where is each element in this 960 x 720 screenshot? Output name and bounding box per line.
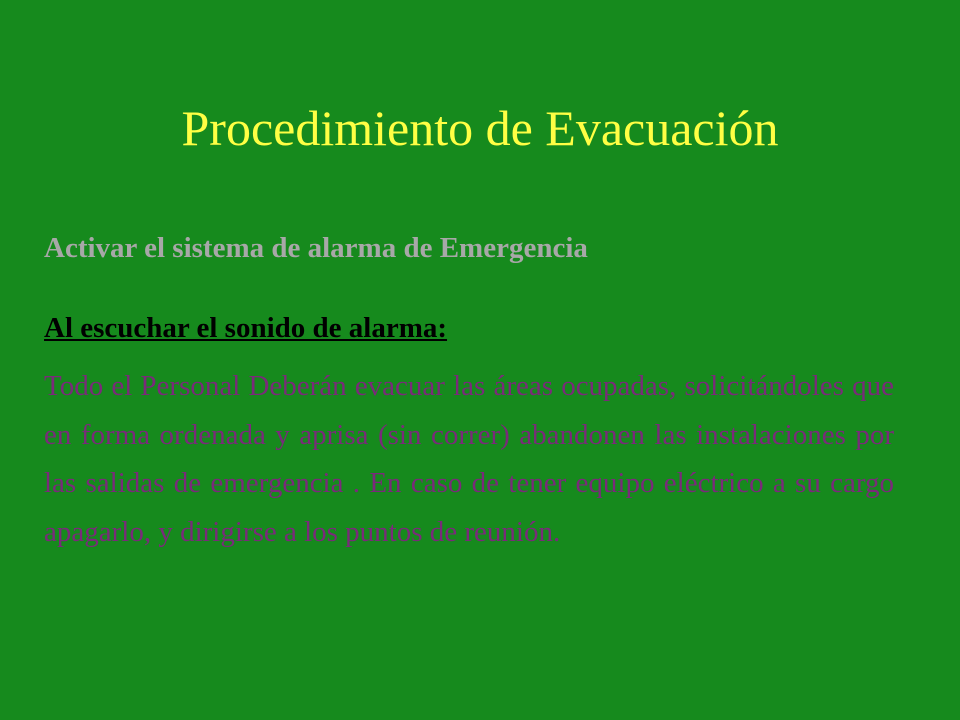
section-heading: Al escuchar el sonido de alarma: bbox=[44, 312, 448, 344]
slide-title: Procedimiento de Evacuación bbox=[181, 100, 779, 156]
slide-subtitle: Activar el sistema de alarma de Emergencia bbox=[44, 232, 588, 264]
body-paragraph: Todo el Personal Deberán evacuar las áreas ocupadas, solicitándoles que en forma ordenada y aprisa (sin correr) abandonen las instalaciones por las salidas de emergencia . En caso de tener equipo eléctrico a su cargo apagarlo, y dirigirse a los puntos de reunión. bbox=[44, 370, 894, 548]
